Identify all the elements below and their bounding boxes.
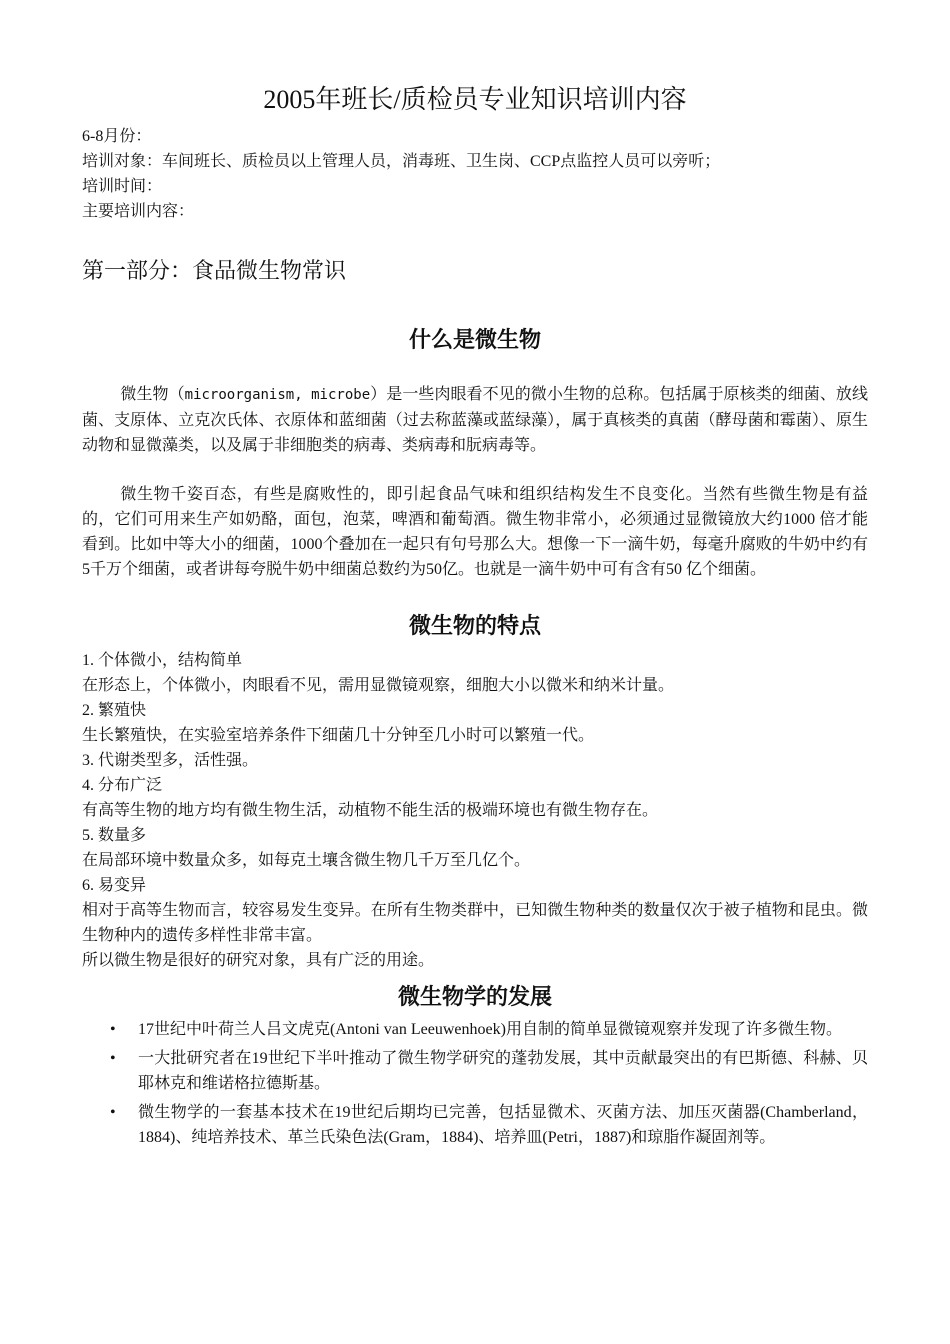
list-item: 3. 代谢类型多，活性强。	[82, 752, 259, 769]
list-item	[110, 1017, 868, 1042]
list-item	[110, 1046, 868, 1096]
paragraph-definition-latin: microorganism, microbe	[184, 387, 371, 403]
list-item: 在局部环境中数量众多，如每克土壤含微生物几千万至几亿个。	[82, 852, 531, 869]
list-item: 2. 繁殖快	[82, 702, 147, 719]
meta-audience: 培训对象：车间班长、质检员以上管理人员，消毒班、卫生岗、CCP点监控人员可以旁听；	[82, 153, 721, 170]
meta-period: 6-8月份：	[82, 128, 152, 145]
paragraph-definition-post: ）是一些肉眼看不见的微小生物的总称。包括属于原核类的细菌、放线菌、支原体、立克次氏体、衣原体和蓝细菌（过去称蓝藻或蓝绿藻），属于真核类的真菌（酵母菌和霉菌）、原生动物和显微藻类，以及属于非细胞类的病毒、类病毒和朊病毒等。	[82, 386, 868, 454]
list-item: 6. 易变异	[82, 877, 147, 894]
meta-content: 主要培训内容：	[82, 203, 195, 220]
paragraph-definition-pre: 微生物（	[120, 386, 185, 403]
paragraph-definition	[82, 382, 868, 458]
document-title: 2005年班长/质检员专业知识培训内容	[263, 85, 687, 114]
features-conclusion: 所以微生物是很好的研究对象，具有广泛的用途。	[82, 952, 435, 969]
list-item: 相对于高等生物而言，较容易发生变异。在所有生物类群中，已知微生物种类的数量仅次于被子植物和昆虫。微生物种内的遗传多样性非常丰富。	[82, 902, 868, 944]
meta-time: 培训时间：	[82, 178, 163, 195]
list-item: 4. 分布广泛	[82, 777, 163, 794]
list-item: 在形态上，个体微小，肉眼看不见，需用显微镜观察，细胞大小以微米和纳米计量。	[82, 677, 675, 694]
bullet-icon: •	[110, 1104, 116, 1121]
list-item: 有高等生物的地方均有微生物生活，动植物不能生活的极端环境也有微生物存在。	[82, 802, 659, 819]
list-item	[110, 1100, 868, 1150]
feature-list	[82, 648, 868, 948]
history-item-text: 微生物学的一套基本技术在19世纪后期均已完善，包括显微术、灭菌方法、加压灭菌器(Chamberland，1884)、纯培养技术、革兰氏染色法(Gram，1884)、培养皿(Petri，1887)和琼脂作凝固剂等。	[138, 1104, 868, 1146]
list-item: 1. 个体微小，结构简单	[82, 652, 243, 669]
part-title: 第一部分：食品微生物常识	[82, 258, 347, 283]
history-list	[82, 1017, 868, 1150]
section-title-what-is: 什么是微生物	[408, 327, 541, 352]
section-title-features: 微生物的特点	[408, 613, 541, 638]
list-item: 5. 数量多	[82, 827, 147, 844]
bullet-icon: •	[110, 1021, 116, 1038]
paragraph-description: 微生物千姿百态，有些是腐败性的，即引起食品气味和组织结构发生不良变化。当然有些微生物是有益的，它们可用来生产如奶酪，面包，泡菜，啤酒和葡萄酒。微生物非常小，必须通过显微镜放大约1000 倍才能看到。比如中等大小的细菌，1000个叠加在一起只有句号那么大。想像一下一滴牛奶，每毫升腐败的牛奶中约有5千万个细菌，或者讲每夸脱牛奶中细菌总数约为50亿。也就是一滴牛奶中可有含有50 亿个细菌。	[82, 486, 868, 578]
list-item: 生长繁殖快，在实验室培养条件下细菌几十分钟至几小时可以繁殖一代。	[82, 727, 595, 744]
history-item-text: 一大批研究者在19世纪下半叶推动了微生物学研究的蓬勃发展，其中贡献最突出的有巴斯德、科赫、贝耶林克和维诺格拉德斯基。	[138, 1050, 868, 1092]
bullet-icon: •	[110, 1050, 116, 1067]
section-title-history: 微生物学的发展	[397, 984, 552, 1009]
history-item-text: 17世纪中叶荷兰人吕文虎克(Antoni van Leeuwenhoek)用自制的简单显微镜观察并发现了许多微生物。	[138, 1021, 842, 1038]
